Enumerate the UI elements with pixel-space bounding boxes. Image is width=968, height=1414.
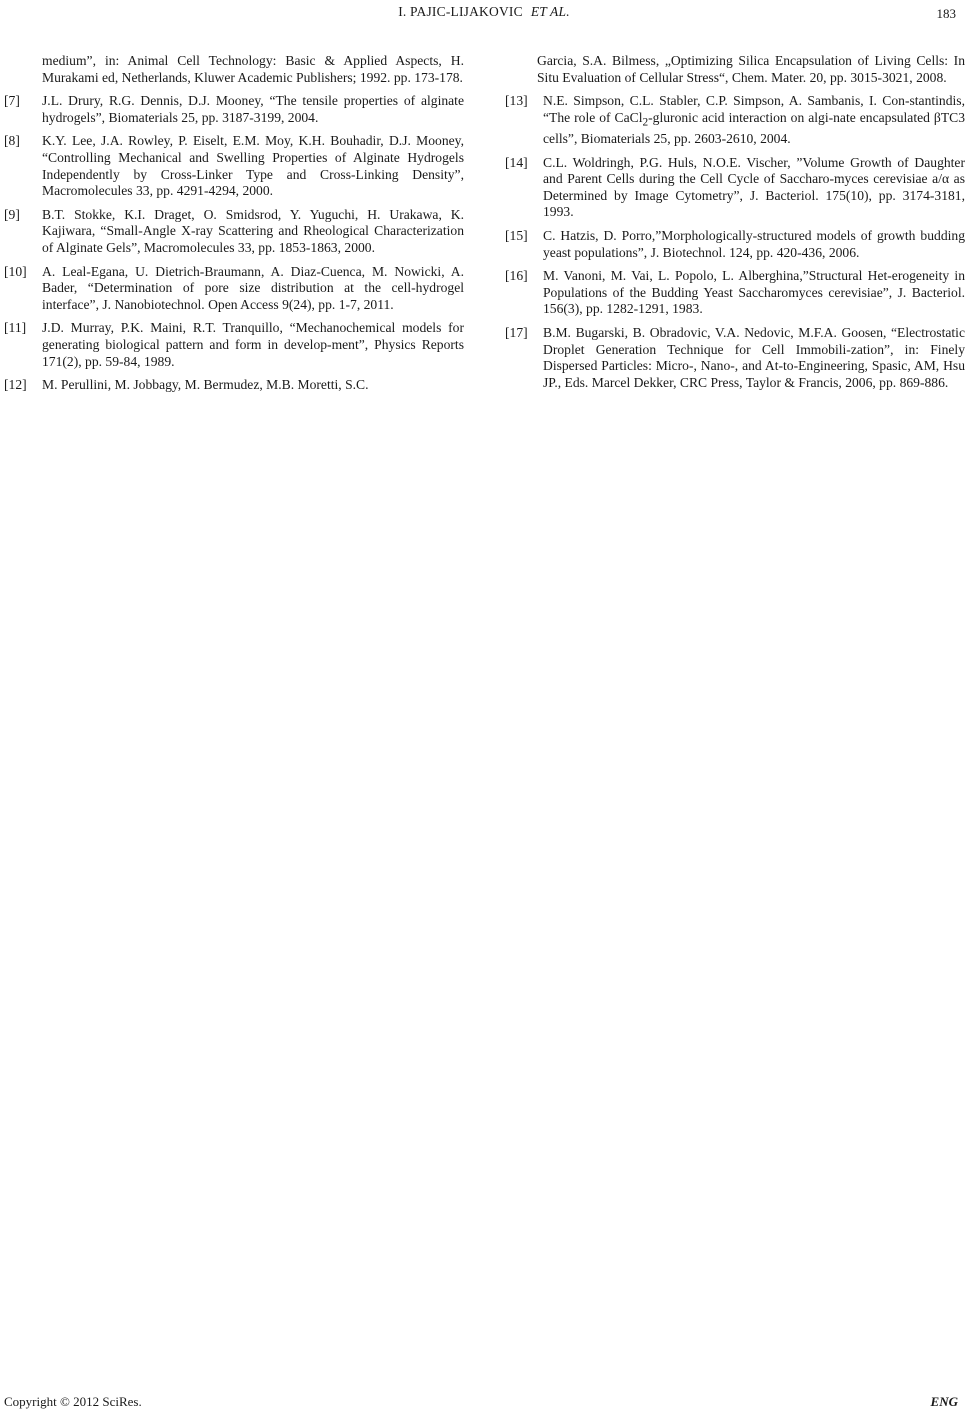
reference-number: [13] bbox=[505, 93, 528, 109]
reference-item bbox=[4, 207, 464, 257]
reference-item bbox=[4, 133, 464, 199]
journal-abbrev: ENG bbox=[930, 1394, 958, 1409]
reference-text: M. Perullini, M. Jobbagy, M. Bermudez, M.B. Moretti, S.C. bbox=[42, 377, 369, 393]
reference-item bbox=[505, 325, 965, 391]
reference-number: [9] bbox=[4, 206, 20, 222]
reference-item bbox=[4, 320, 464, 370]
reference-text: J.L. Drury, R.G. Dennis, D.J. Mooney, “The tensile properties of alginate hydrogels”, Biomaterials 25, pp. 3187-3199, 2004. bbox=[42, 93, 464, 125]
reference-text-part: N.E. Simpson, C.L. Stabler, C.P. Simpson, A. Sambanis, I. Con-stantindis, “The role of CaCl bbox=[543, 93, 965, 125]
reference-item bbox=[4, 93, 464, 126]
reference-number: [12] bbox=[4, 377, 27, 393]
left-column bbox=[4, 53, 464, 401]
right-column bbox=[505, 53, 965, 398]
reference-text: A. Leal-Egana, U. Dietrich-Braumann, A. Diaz-Cuenca, M. Nowicki, A. Bader, “Determination of pore size distribution at the cell-hydrogel interface”, J. Nanobiotechnol. Open Access 9(24), pp. 1-7, 2011. bbox=[42, 263, 464, 312]
reference-item bbox=[505, 268, 965, 318]
reference-number: [10] bbox=[4, 263, 27, 279]
running-head bbox=[0, 4, 968, 20]
reference-number: [8] bbox=[4, 133, 20, 149]
reference-text: B.M. Bugarski, B. Obradovic, V.A. Nedovic, M.F.A. Goosen, “Electrostatic Droplet Generation Technique for Cell Immobili-zation”, in: Finely Dispersed Particles: Micro-, Nano-, and At-to-Engineering, Spasic, AM, Hsu JP., Eds. Marcel Dekker, CRC Press, Taylor & Francis, 2006, pp. 869-886. bbox=[543, 325, 965, 390]
reference-item bbox=[505, 228, 965, 261]
reference-text: M. Vanoni, M. Vai, L. Popolo, L. Alberghina,”Structural Het-erogeneity in Populations of the Budding Yeast Saccharomyces cerevisiae”, J. Bacteriol. 156(3), pp. 1282-1291, 1983. bbox=[543, 268, 965, 317]
reference-text: C.L. Woldringh, P.G. Huls, N.O.E. Vischer, ”Volume Growth of Daughter and Parent Cells during the Cell Cycle of Saccharo-myces cerevisiae a/α as Determined by Image Cytometry”, J. Bacteriol. 175(10), pp. 3174-3181, 1993. bbox=[543, 154, 965, 220]
running-head-authors: I. PAJIC-LIJAKOVIC bbox=[398, 4, 523, 19]
reference-text: J.D. Murray, P.K. Maini, R.T. Tranquillo, “Mechanochemical models for generating biological pattern and form in develop-ment”, Physics Reports 171(2), pp. 59-84, 1989. bbox=[42, 320, 464, 369]
reference-item bbox=[4, 264, 464, 314]
reference-item bbox=[505, 155, 965, 221]
reference-number: [17] bbox=[505, 325, 528, 341]
reference-continuation: medium”, in: Animal Cell Technology: Basic & Applied Aspects, H. Murakami ed, Netherlands, Kluwer Academic Publishers; 1992. pp. 173-178. bbox=[42, 53, 464, 85]
reference-item bbox=[4, 377, 464, 394]
running-head-et-al: ET AL. bbox=[530, 4, 570, 19]
reference-text: B.T. Stokke, K.I. Draget, O. Smidsrod, Y. Yuguchi, H. Urakawa, K. Kajiwara, “Small-Angle X-ray Scattering and Rheological Characterization of Alginate Gels”, Macromolecules 33, pp. 1853-1863, 2000. bbox=[42, 206, 464, 255]
page-number: 183 bbox=[936, 6, 956, 21]
reference-number: [7] bbox=[4, 93, 20, 109]
reference-text-part: -gluronic acid interaction on algi-nate encapsulated βTC3 cells”, Biomaterials 25, pp. 2603-2610, 2004. bbox=[543, 109, 965, 147]
reference-number: [14] bbox=[505, 154, 528, 170]
reference-number: [15] bbox=[505, 228, 528, 244]
reference-text: K.Y. Lee, J.A. Rowley, P. Eiselt, E.M. Moy, K.H. Bouhadir, D.J. Mooney, “Controlling Mechanical and Swelling Properties of Alginate Hydrogels Independently by Cross-Linker Type and Cross-Linking Density”, Macromolecules 33, pp. 4291-4294, 2000. bbox=[42, 133, 464, 199]
reference-text: C. Hatzis, D. Porro,”Morphologically-structured models of growth budding yeast populations”, J. Biotechnol. 124, pp. 420-436, 2006. bbox=[543, 228, 965, 260]
copyright-notice: Copyright © 2012 SciRes. bbox=[4, 1394, 142, 1409]
reference-text bbox=[543, 93, 965, 148]
subscript: 2 bbox=[642, 116, 649, 129]
reference-number: [16] bbox=[505, 268, 528, 284]
reference-number: [11] bbox=[4, 320, 27, 336]
reference-item bbox=[505, 93, 965, 148]
reference-continuation: Garcia, S.A. Bilmess, „Optimizing Silica Encapsulation of Living Cells: In Situ Evaluation of Cellular Stress“, Chem. Mater. 20, pp. 3015-3021, 2008. bbox=[537, 53, 965, 85]
